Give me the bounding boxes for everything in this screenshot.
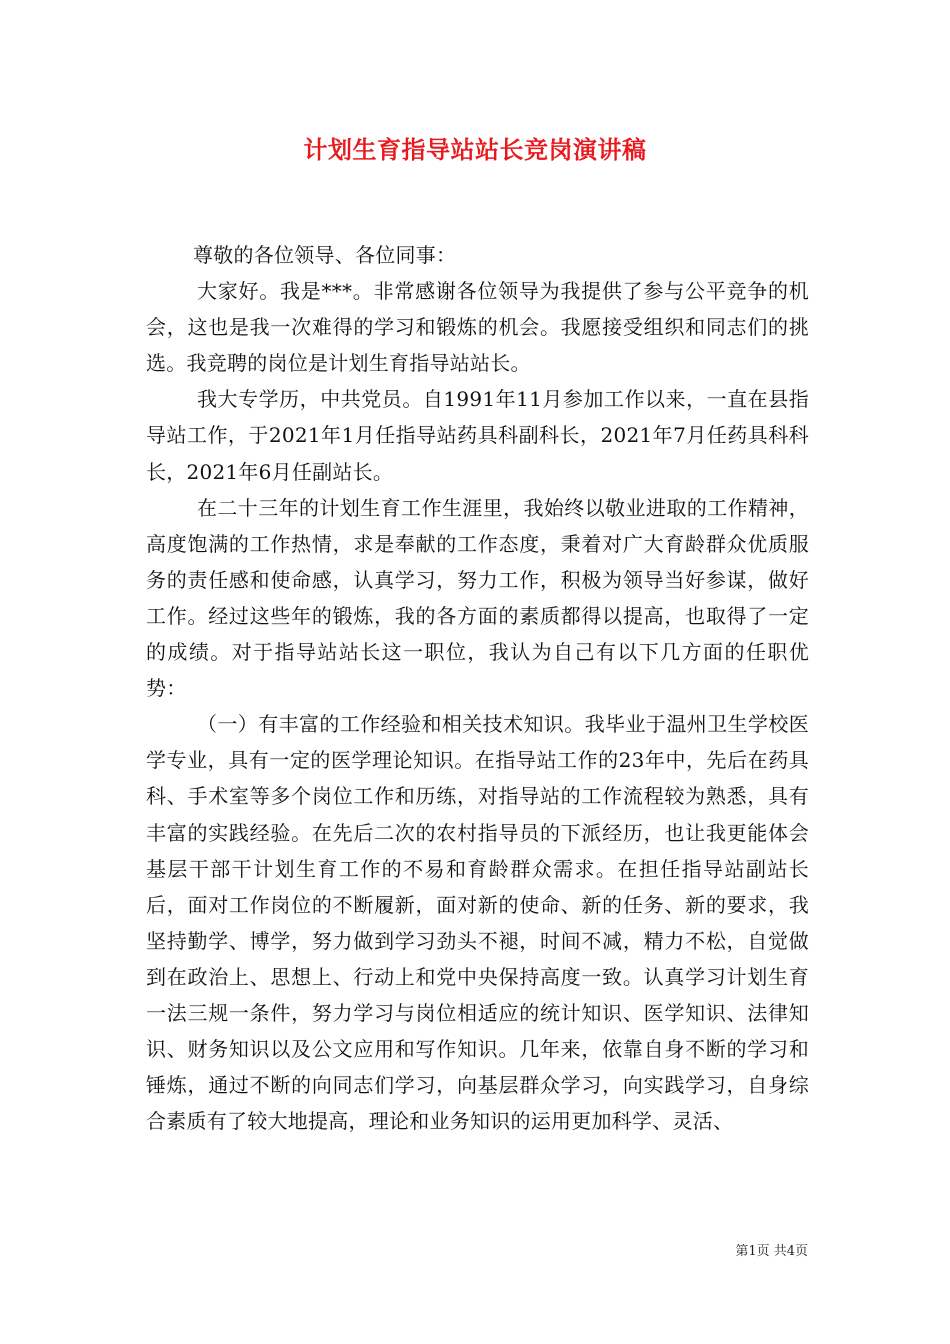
background-paragraph: 我大专学历，中共党员。自1991年11月参加工作以来，一直在县指导站工作，于2021年1月任指导站药具科副科长，2021年7月任药具科科长，2021年6月任副站长。 [146,387,809,484]
career-paragraph: 在二十三年的计划生育工作生涯里，我始终以敬业进取的工作精神，高度饱满的工作热情，求是奉献的工作态度，秉着对广大育龄群众优质服务的责任感和使命感，认真学习，努力工作，积极为领导当好参谋，做好工作。经过这些年的锻炼，我的各方面的素质都得以提高，也取得了一定的成绩。对于指导站站长这一职位，我认为自己有以下几方面的任职优势： [146,495,809,701]
advantage-one-paragraph: （一）有丰富的工作经验和相关技术知识。我毕业于温州卫生学校医学专业，具有一定的医学理论知识。在指导站工作的23年中，先后在药具科、手术室等多个岗位工作和历练，对指导站的工作流程较为熟悉，具有丰富的实践经验。在先后二次的农村指导员的下派经历，也让我更能体会基层干部干计划生育工作的不易和育龄群众需求。在担任指导站副站长后，面对工作岗位的不断履新，面对新的使命、新的任务、新的要求，我坚持勤学、博学，努力做到学习劲头不褪，时间不减，精力不松，自觉做到在政治上、思想上、行动上和党中央保持高度一致。认真学习计划生育一法三规一条件，努力学习与岗位相适应的统计知识、医学知识、法律知识、财务知识以及公文应用和写作知识。几年来，依靠自身不断的学习和锤炼，通过不断的向同志们学习，向基层群众学习，向实践学习，自身综合素质有了较大地提高，理论和业务知识的运用更加科学、灵活、 [146,712,809,1134]
salutation-paragraph: 尊敬的各位领导、各位同事： [193,243,457,267]
greeting-paragraph: 大家好。我是***。非常感谢各位领导为我提供了参与公平竞争的机会，这也是我一次难得的学习和锻炼的机会。我愿接受组织和同志们的挑选。我竞聘的岗位是计划生育指导站站长。 [146,279,809,376]
document-body [146,237,809,1139]
page-number-footer: 第1页 共4页 [735,1244,808,1259]
document-title: 计划生育指导站站长竞岗演讲稿 [303,135,647,164]
